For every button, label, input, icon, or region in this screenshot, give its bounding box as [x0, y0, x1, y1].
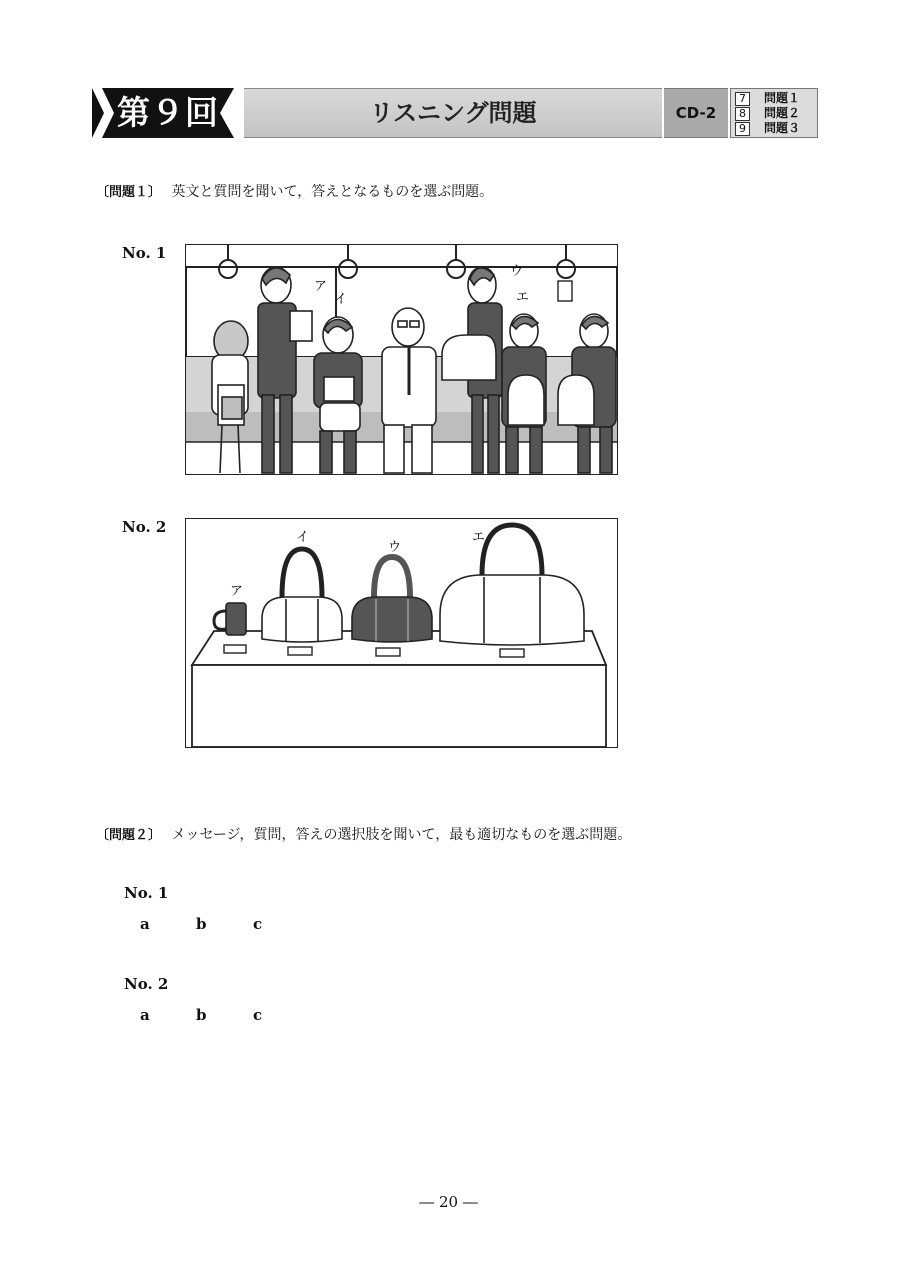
question-1-instruction: 英文と質問を聞いて，答えとなるものを選ぶ問題。: [171, 184, 494, 200]
round-badge: [92, 88, 242, 138]
title-bar: [244, 88, 662, 138]
question-2-heading: [96, 824, 631, 844]
q2-no1-choice-c: c: [253, 915, 263, 933]
q2-no2-choice-a: a: [140, 1006, 150, 1024]
page-number: ― 20 ―: [419, 1193, 478, 1211]
bags-illustration: [185, 518, 618, 748]
round-number: 第９回: [117, 93, 219, 132]
bags-scene-image: [186, 519, 617, 747]
track-number: 9: [735, 122, 750, 136]
track-number: 8: [735, 107, 750, 121]
question-1-heading: [96, 181, 493, 201]
track-row: [735, 121, 817, 136]
section-title: リスニング問題: [369, 99, 537, 127]
q2-no1-label: No. 1: [124, 884, 169, 902]
marker-i: イ: [334, 292, 348, 307]
q2-no1-choice-b: b: [196, 915, 207, 933]
q2-no2-choice-b: b: [196, 1006, 207, 1024]
marker-i: イ: [296, 530, 310, 545]
section-header: [92, 88, 818, 138]
q1-no1-label: No. 1: [122, 244, 167, 262]
question-2-tag: 〔問題２〕: [96, 828, 162, 843]
q1-no2-label: No. 2: [122, 518, 167, 536]
track-number: 7: [735, 92, 750, 106]
train-illustration: [185, 244, 618, 475]
train-scene-image: [186, 245, 617, 474]
question-1-tag: 〔問題１〕: [96, 185, 162, 200]
q2-no2-choice-c: c: [253, 1006, 263, 1024]
track-list: [730, 88, 818, 138]
q2-no2-label: No. 2: [124, 975, 169, 993]
marker-e: エ: [472, 530, 486, 545]
track-label: 問題２: [764, 106, 801, 120]
marker-a: ア: [314, 279, 328, 294]
cd-label: CD-2: [664, 88, 728, 138]
marker-u: ウ: [510, 264, 524, 279]
track-row: [735, 106, 817, 121]
marker-u: ウ: [388, 540, 402, 555]
question-2-instruction: メッセージ，質問，答えの選択肢を聞いて，最も適切なものを選ぶ問題。: [171, 827, 632, 843]
track-label: 問題３: [764, 121, 801, 135]
marker-a: ア: [230, 584, 244, 599]
track-row: [735, 91, 817, 106]
track-label: 問題１: [764, 91, 801, 105]
q2-no1-choice-a: a: [140, 915, 150, 933]
marker-e: エ: [516, 290, 530, 305]
